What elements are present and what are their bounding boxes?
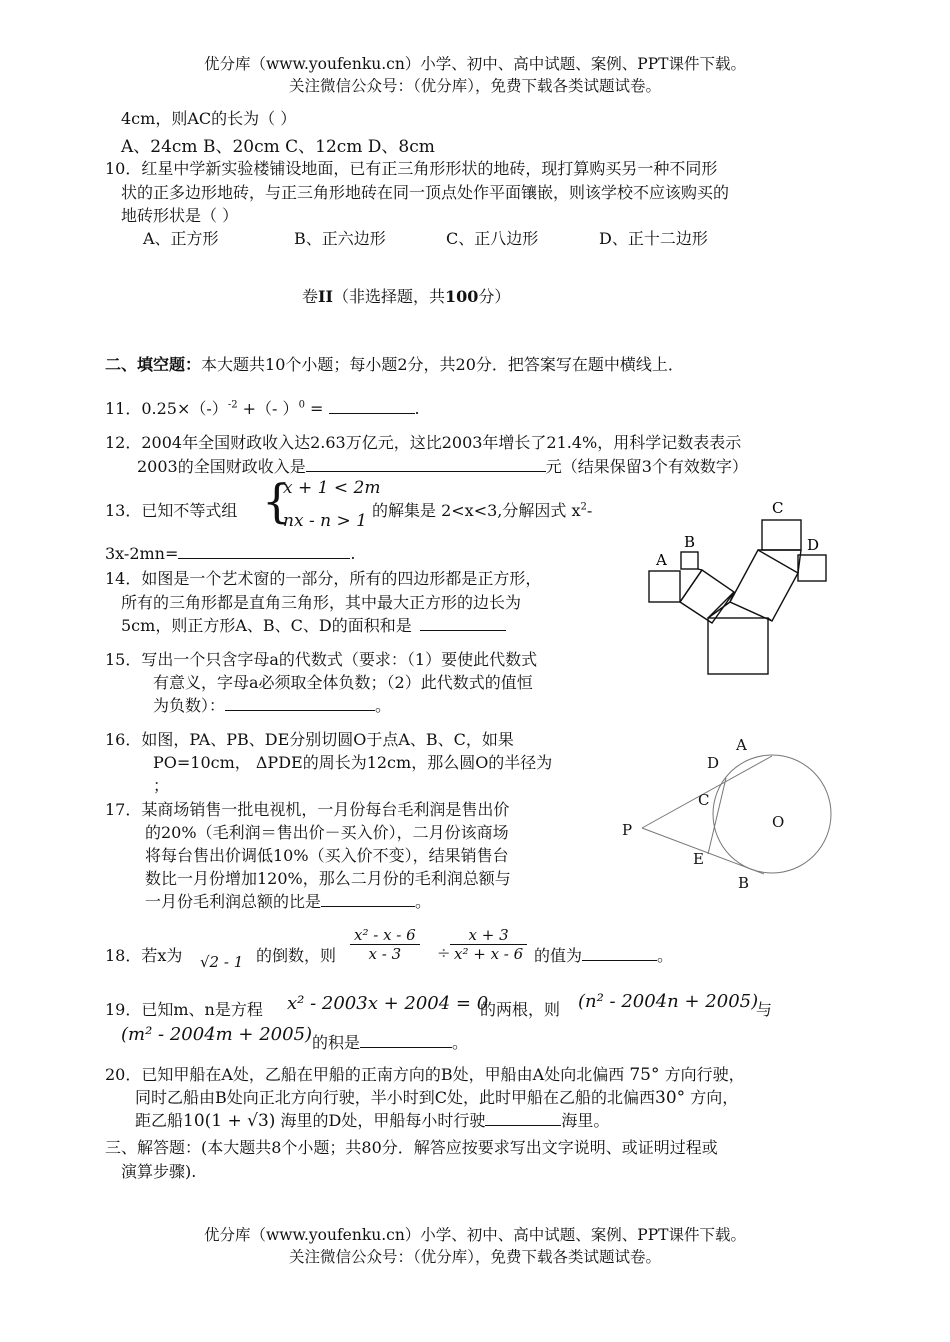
section-three-line-1: 三、解答题：(本大题共8个小题；共80分．解答应按要求写出文字说明、或证明过程或 [105, 1138, 718, 1157]
q10-line-3: 地砖形状是（ ） [121, 206, 239, 225]
label-b: B [684, 533, 696, 551]
q13-line-2: 3x-2mn= . [105, 544, 356, 563]
q10-line-2: 状的正多边形地砖，与正三角形地砖在同一顶点处作平面镶嵌，则该学校不应该购买的 [121, 183, 730, 202]
q19-expression-1: (n² - 2004n + 2005) [578, 991, 759, 1012]
q19-text-d: 的积是 。 [312, 1033, 469, 1052]
q19-text-a: 19．已知m、n是方程 [105, 1000, 263, 1019]
q17-line-5: 一月份毛利润总额的比是 。 [145, 892, 432, 911]
q9-continuation: 4cm，则AC的长为（ ） [121, 109, 297, 128]
q16-figure [620, 730, 835, 890]
square-b [681, 552, 698, 569]
q18-divide-sign: ÷ [437, 943, 451, 962]
q19-text-c: 与 [756, 1000, 773, 1019]
q19-expression-2: (m² - 2004m + 2005) [121, 1024, 313, 1045]
part-two-title: 卷II（非选择题，共100分） [302, 287, 511, 306]
q16-line-1: 16．如图，PA、PB、DE分别切圆O于点A、B、C，如果 [105, 730, 514, 749]
footer-line-1: 优分库（www.youfenku.cn）小学、初中、高中试题、案例、PPT课件下载。 [203, 1226, 747, 1244]
q13-inequality-1: x + 1 < 2m [283, 478, 381, 498]
square-a [649, 571, 680, 602]
q17-line-1: 17．某商场销售一批电视机，一月份每台毛利润是售出价 [105, 800, 510, 819]
section-three-line-2: 演算步骤). [121, 1162, 197, 1181]
q20-answer-blank [485, 1109, 561, 1126]
square-c [762, 520, 801, 550]
label-a: A [656, 551, 667, 569]
q14-answer-blank [420, 614, 506, 631]
label-o: O [772, 813, 785, 831]
q14-figure [640, 495, 840, 680]
q10-option-d: D、正十二边形 [599, 229, 708, 248]
q13-text-b: 的解集是 2<x<3,分解因式 $x^2-$ [372, 501, 593, 520]
q10-option-a: A、正方形 [143, 229, 219, 248]
q12-answer-blank [306, 455, 546, 472]
q9-options: A、24cm B、20cm C、12cm D、8cm [121, 137, 435, 157]
label-c: C [698, 791, 710, 809]
q17-line-4: 数比一月份增加120%，那么二月份的毛利润总额与 [145, 869, 511, 888]
q10-option-c: C、正八边形 [446, 229, 539, 248]
q11-answer-blank [329, 397, 415, 414]
q18-text-a: 18．若x为 [105, 946, 183, 965]
q20-line-3: 距乙船10(1 + √3) 海里的D处，甲船每小时行驶 海里。 [135, 1111, 610, 1131]
q20-line-1: 20．已知甲船在A处，乙船在甲船的正南方向的B处，甲船由A处向北偏西 75° 方向行驶， [105, 1065, 745, 1085]
footer-line-2: 关注微信公众号：（优分库），免费下载各类试题试卷。 [288, 1248, 661, 1266]
q17-line-3: 将每台售出价调低10%（买入价不变），结果销售台 [145, 846, 509, 865]
q14-line-3: 5cm，则正方形A、B、C、D的面积和是 [121, 613, 506, 636]
q17-answer-blank [321, 890, 415, 907]
q15-answer-blank [225, 694, 375, 711]
square-d [798, 555, 826, 581]
label-d: D [707, 754, 720, 772]
q10-line-1: 10．红星中学新实验楼铺设地面，已有正三角形形状的地砖，现打算购买另一种不同形 [105, 159, 718, 178]
q17-line-2: 的20%（毛利润＝售出价－买入价），二月份该商场 [145, 823, 509, 842]
q19-equation: x² - 2003x + 2004 = 0 [287, 993, 489, 1014]
label-b: B [738, 874, 750, 890]
header-line-1: 优分库（www.youfenku.cn）小学、初中、高中试题、案例、PPT课件下载。 [203, 55, 747, 73]
q19-text-b: 的两根，则 [480, 1000, 561, 1019]
largest-square [708, 618, 768, 674]
label-a: A [736, 736, 747, 754]
q20-line-2: 同时乙船由B处向正北方向行驶，半小时到C处，此时甲船在乙船的北偏西30° 方向， [135, 1088, 739, 1108]
middle-square-right [730, 550, 798, 621]
q14-line-1: 14．如图是一个艺术窗的一部分，所有的四边形都是正方形， [105, 569, 542, 588]
q18-text-b: 的倒数，则 [256, 946, 337, 965]
q15-line-3: 为负数）： 。 [153, 696, 392, 715]
q13-inequality-2: nx - n > 1 [283, 511, 367, 531]
header-line-2: 关注微信公众号：（优分库），免费下载各类试题试卷。 [288, 77, 661, 95]
q18-answer-blank [582, 944, 657, 961]
q16-line-2: PO=10cm， ΔPDE的周长为12cm，那么圆O的半径为 [153, 753, 553, 772]
q11: 11．$0.25\times(-)^{-2}$ +（- ）$^0$ = . [105, 399, 420, 418]
q18-sqrt-expr: √2 - 1 [200, 953, 244, 971]
q15-line-1: 15．写出一个只含字母a的代数式（要求：（1）要使此代数式 [105, 650, 538, 669]
label-p: P [622, 821, 633, 839]
q13-brace: { [262, 474, 292, 528]
q18-text-c: 的值为 。 [534, 946, 674, 965]
q16-line-3: ； [153, 776, 170, 795]
section-two-heading: 二、填空题：本大题共10个小题；每小题2分，共20分．把答案写在题中横线上． [105, 355, 684, 374]
q13-text-a: 13．已知不等式组 [105, 501, 238, 520]
q10-option-b: B、正六边形 [294, 229, 386, 248]
middle-square-left [680, 570, 734, 623]
label-d: D [807, 536, 820, 554]
q13-answer-blank [178, 542, 350, 559]
q12-line-1: 12．2004年全国财政收入达2.63万亿元，这比2003年增长了21.4%，用科学记数表表示 [105, 433, 742, 452]
q15-line-2: 有意义，字母a必须取全体负数；（2）此代数式的值恒 [153, 673, 533, 692]
label-c: C [772, 499, 784, 517]
q19-answer-blank [360, 1031, 452, 1048]
label-e: E [693, 850, 704, 868]
q14-line-2: 所有的三角形都是直角三角形，其中最大正方形的边长为 [121, 593, 522, 612]
q18-fraction-2: $\frac{x + 3}{\text{x² + x - 6}}$ [450, 926, 527, 963]
q12-line-2: 2003的全国财政收入是 元（结果保留3个有效数字） [137, 457, 748, 476]
q18-fraction-1: $\frac{\text{x² - x - 6}}{x - 3}$ [350, 926, 420, 963]
